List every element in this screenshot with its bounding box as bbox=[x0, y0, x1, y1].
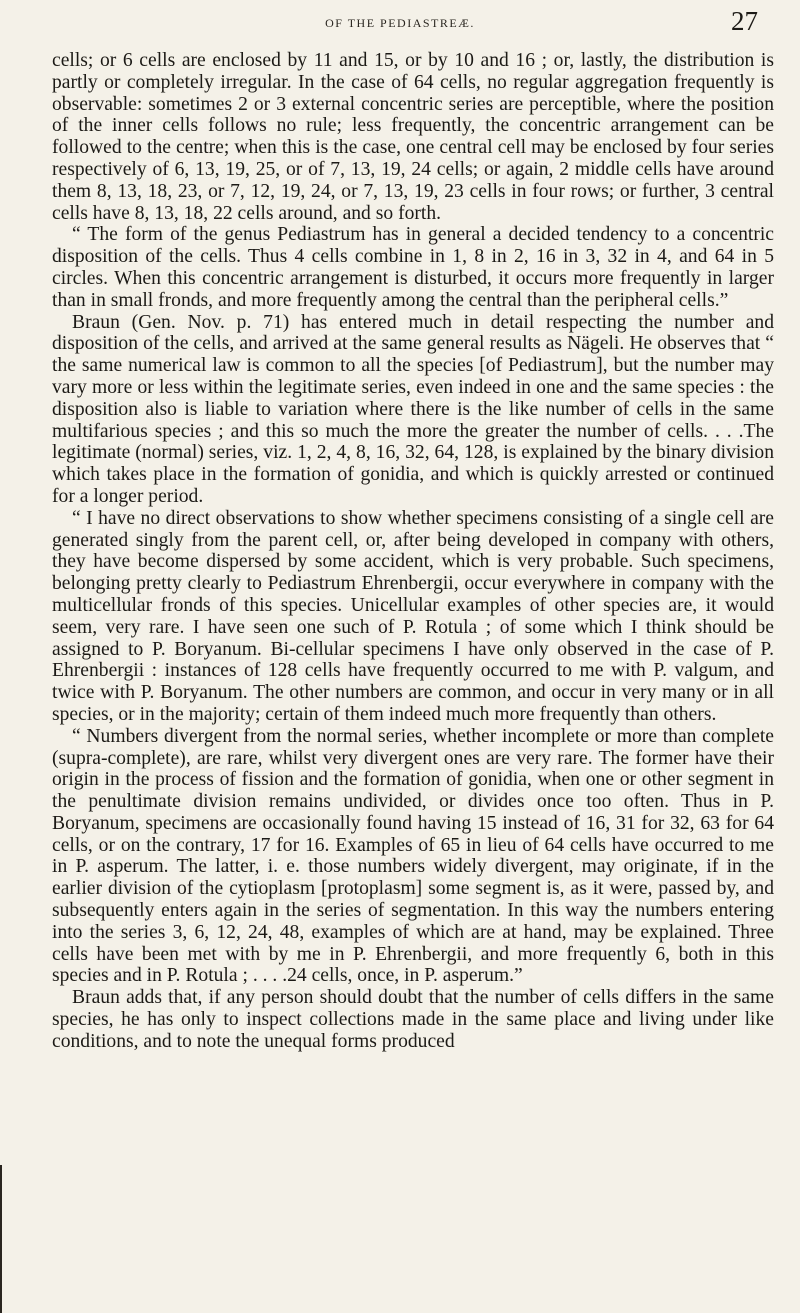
body-text bbox=[52, 50, 774, 1053]
paragraph: Braun (Gen. Nov. p. 71) has entered much in detail respecting the number and disposition of the cells, and arrived at the same general results as Nägeli. He observes that “ the same numerical law is common to all the species [of Pediastrum], but the number may vary more or less within the legitimate series, even indeed in one and the same species : the disposition also is liable to variation where there is the like number of cells in the same multifarious species ; and this so much the more the greater the number of cells. . . .The legitimate (normal) series, viz. 1, 2, 4, 8, 16, 32, 64, 128, is explained by the binary division which takes place in the formation of gonidia, and which is quickly arrested or continued for a longer period. bbox=[52, 311, 774, 507]
page-header bbox=[0, 4, 800, 44]
paragraph: Braun adds that, if any person should doubt that the number of cells differs in the same species, he has only to inspect collections made in the same place and living under like conditions, and to note the unequal forms produced bbox=[52, 987, 774, 1052]
paragraph: cells; or 6 cells are enclosed by 11 and 15, or by 10 and 16 ; or, lastly, the distribution is partly or completely irregular. In the case of 64 cells, no regular aggregation frequently is observable: sometimes 2 or 3 external concentric series are perceptible, where the position of the inner cells follows no rule; less frequently, the concentric arrangement can be followed to the centre; when this is the case, one central cell may be enclosed by four series respectively of 6, 13, 19, 25, or of 7, 13, 19, 24 cells; or again, 2 middle cells have around them 8, 13, 18, 23, or 7, 12, 19, 24, or 7, 13, 19, 23 cells in four rows; or further, 3 central cells have 8, 13, 18, 22 cells around, and so forth. bbox=[52, 50, 774, 224]
running-head: OF THE PEDIASTREÆ. bbox=[325, 16, 475, 30]
paragraph: “ Numbers divergent from the normal series, whether incomplete or more than complete (supra-complete), are rare, whilst very divergent ones are very rare. The former have their origin in the process of fission and the formation of gonidia, when one or other segment in the penultimate division remains undivided, or divides once too often. Thus in P. Boryanum, specimens are occasionally found having 15 instead of 16, 31 for 32, 63 for 64 cells, or on the contrary, 17 for 16. Examples of 65 in lieu of 64 cells have occurred to me in P. asperum. The latter, i. e. those numbers widely divergent, may originate, if in the earlier division of the cytioplasm [protoplasm] some segment is, as it were, passed by, and subsequently enters again in the series of segmentation. In this way the numbers entering into the series 3, 6, 12, 24, 48, examples of which are at hand, may be explained. Three cells have been met with by me in P. Ehrenbergii, and more frequently 6, both in this species and in P. Rotula ; . . . .24 cells, once, in P. asperum.” bbox=[52, 725, 774, 987]
paragraph: “ I have no direct observations to show whether specimens consisting of a single cell are generated singly from the parent cell, or, after being developed in company with others, they have become dispersed by some accident, which is very probable. Such specimens, belonging pretty clearly to Pediastrum Ehrenbergii, occur everywhere in company with the multicellular fronds of this species. Unicellular examples of other species are, it would seem, very rare. I have seen one such of P. Rotula ; of some which I think should be assigned to P. Boryanum. Bi-cellular specimens I have only observed in the case of P. Ehrenbergii : instances of 128 cells have frequently occurred to me with P. valgum, and twice with P. Boryanum. The other numbers are common, and occur in very many or in all species, or in the majority; certain of them indeed much more frequently than others. bbox=[52, 507, 774, 725]
page-number: 27 bbox=[731, 6, 758, 36]
page-edge-mark bbox=[0, 1165, 2, 1313]
paragraph: “ The form of the genus Pediastrum has in general a decided tendency to a concentric disposition of the cells. Thus 4 cells combine in 1, 8 in 2, 16 in 3, 32 in 4, and 64 in 5 circles. When this concentric arrangement is disturbed, it occurs more frequently in larger than in small fronds, and more frequently among the central than the peripheral cells.” bbox=[52, 224, 774, 311]
